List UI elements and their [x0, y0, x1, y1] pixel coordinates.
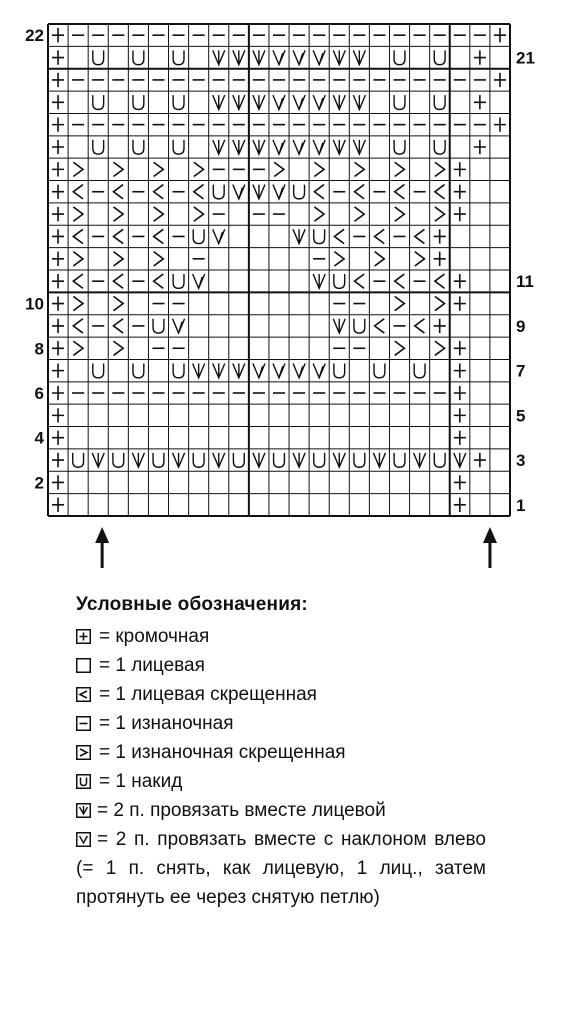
- edge-stitch-mark: [52, 274, 64, 288]
- k2tog-mark: [233, 95, 245, 109]
- yarn-over-mark: [93, 363, 104, 377]
- k2tog-mark: [253, 185, 265, 199]
- purl-crossed-mark: [435, 296, 445, 310]
- knit-crossed-mark: [154, 274, 164, 288]
- knit-crossed-mark: [375, 319, 385, 333]
- k2tog-mark: [173, 453, 185, 467]
- row-label-left: 22: [25, 26, 44, 46]
- yarn-over-mark: [394, 453, 405, 467]
- edge-stitch-mark: [52, 431, 64, 445]
- yarn-over-mark: [213, 185, 224, 199]
- ssk-mark: [273, 185, 285, 199]
- u-icon: [76, 774, 91, 789]
- purl-crossed-mark: [355, 207, 365, 221]
- k2tog-mark: [353, 50, 365, 64]
- edge-stitch-mark: [454, 431, 466, 445]
- yarn-over-mark: [434, 95, 445, 109]
- legend: [76, 594, 486, 912]
- ssk-mark: [273, 363, 285, 377]
- edge-stitch-mark: [454, 341, 466, 355]
- ssk-mark: [313, 95, 325, 109]
- yarn-over-mark: [233, 453, 244, 467]
- empty-icon: [76, 658, 91, 673]
- k2tog-mark: [213, 363, 225, 377]
- edge-stitch-mark: [494, 117, 506, 131]
- edge-stitch-mark: [474, 140, 486, 154]
- k2tog-mark: [454, 453, 466, 467]
- yarn-over-mark: [354, 453, 365, 467]
- purl-crossed-mark: [113, 341, 123, 355]
- k2tog-mark: [233, 363, 245, 377]
- edge-stitch-mark: [52, 50, 64, 64]
- purl-crossed-mark: [314, 162, 324, 176]
- edge-stitch-mark: [454, 363, 466, 377]
- k2tog-mark: [253, 95, 265, 109]
- k2tog-mark: [333, 95, 345, 109]
- purl-crossed-mark: [154, 207, 164, 221]
- edge-stitch-mark: [52, 28, 64, 42]
- legend-item-edge: [76, 622, 486, 651]
- yarn-over-mark: [274, 453, 285, 467]
- purl-crossed-mark: [395, 341, 405, 355]
- k2tog-mark: [213, 453, 225, 467]
- k2tog-mark: [333, 453, 345, 467]
- yarn-over-mark: [193, 453, 204, 467]
- purl-crossed-mark: [154, 162, 164, 176]
- yarn-over-mark: [334, 274, 345, 288]
- ssk-mark: [293, 140, 305, 154]
- edge-stitch-mark: [434, 252, 446, 266]
- yarn-over-mark: [394, 140, 405, 154]
- k2tog-mark: [293, 229, 305, 243]
- purl-crossed-mark: [395, 162, 405, 176]
- k2tog-mark: [132, 453, 144, 467]
- purl-crossed-mark: [314, 207, 324, 221]
- k2tog-mark: [253, 50, 265, 64]
- k2tog-mark: [233, 140, 245, 154]
- legend-item-k2tog: [76, 796, 486, 825]
- legend-item-ssk: [76, 825, 486, 912]
- chart-grid: [48, 24, 510, 516]
- ssk-mark: [253, 363, 265, 377]
- knit-crossed-mark: [314, 185, 324, 199]
- k2tog-mark: [313, 274, 325, 288]
- yarn-over-mark: [334, 363, 345, 377]
- legend-item-knit-crossed-text: = 1 лицевая скрещенная: [99, 683, 317, 705]
- yarn-over-mark: [394, 95, 405, 109]
- ssk-mark: [313, 363, 325, 377]
- repeat-start-arrow: [95, 527, 109, 568]
- k2tog-mark: [333, 140, 345, 154]
- k2tog-mark: [253, 453, 265, 467]
- row-label-right: 21: [516, 48, 535, 68]
- edge-stitch-mark: [52, 498, 64, 512]
- edge-stitch-mark: [52, 386, 64, 400]
- edge-stitch-mark: [52, 296, 64, 310]
- legend-item-knit: [76, 651, 486, 680]
- yarn-over-mark: [93, 50, 104, 64]
- edge-stitch-mark: [52, 341, 64, 355]
- legend-item-knit-text: = 1 лицевая: [99, 654, 205, 676]
- purl-crossed-mark: [194, 162, 204, 176]
- knit-crossed-mark: [334, 229, 344, 243]
- legend-item-purl: [76, 709, 486, 738]
- yarn-over-mark: [314, 229, 325, 243]
- edge-stitch-mark: [52, 453, 64, 467]
- legend-item-edge-text: = кромочная: [99, 625, 210, 647]
- edge-stitch-mark: [474, 453, 486, 467]
- purl-crossed-mark: [73, 252, 83, 266]
- legend-item-ssk-text: = 2 п. провязать вместе с наклоном влево (= 1 п. снять, как лицевую, 1 лиц., затем протянуть ее через снятую петлю): [76, 829, 486, 908]
- row-label-left: 6: [34, 384, 44, 403]
- ssk-mark: [273, 95, 285, 109]
- knit-crossed-mark: [355, 274, 365, 288]
- row-label-right: 7: [516, 361, 526, 381]
- edge-stitch-mark: [52, 252, 64, 266]
- edge-stitch-mark: [52, 73, 64, 87]
- legend-item-yarn-over: [76, 767, 486, 796]
- ssk-mark: [173, 319, 185, 333]
- edge-stitch-mark: [494, 28, 506, 42]
- k2tog-mark: [353, 95, 365, 109]
- k2tog-mark: [253, 140, 265, 154]
- k2tog-icon: [76, 803, 91, 818]
- edge-icon: [76, 629, 91, 644]
- edge-stitch-mark: [474, 50, 486, 64]
- k2tog-mark: [414, 453, 426, 467]
- yarn-over-mark: [354, 319, 365, 333]
- edge-stitch-mark: [52, 140, 64, 154]
- edge-stitch-mark: [454, 162, 466, 176]
- yarn-over-mark: [434, 453, 445, 467]
- yarn-over-mark: [374, 363, 385, 377]
- k2tog-mark: [333, 319, 345, 333]
- knit-crossed-mark: [435, 185, 445, 199]
- yarn-over-mark: [173, 274, 184, 288]
- row-label-right: 5: [516, 406, 526, 426]
- yarn-over-mark: [294, 185, 305, 199]
- edge-stitch-mark: [454, 408, 466, 422]
- edge-stitch-mark: [474, 95, 486, 109]
- legend-item-yarn-over-text: = 1 накид: [99, 770, 183, 792]
- purl-crossed-mark: [73, 207, 83, 221]
- edge-stitch-mark: [454, 296, 466, 310]
- edge-stitch-mark: [454, 475, 466, 489]
- yarn-over-mark: [133, 140, 144, 154]
- purl-crossed-mark: [375, 252, 385, 266]
- edge-stitch-mark: [454, 498, 466, 512]
- purl-crossed-mark: [154, 252, 164, 266]
- edge-stitch-mark: [454, 274, 466, 288]
- knit-crossed-mark: [154, 229, 164, 243]
- row-label-right: 9: [516, 316, 526, 336]
- ssk-mark: [213, 229, 225, 243]
- legend-item-knit-crossed: [76, 680, 486, 709]
- k2tog-mark: [333, 50, 345, 64]
- knit-crossed-mark: [113, 274, 123, 288]
- yarn-over-mark: [173, 50, 184, 64]
- legend-title: Условные обозначения:: [76, 594, 308, 615]
- purl-crossed-mark: [73, 162, 83, 176]
- row-label-right: 3: [516, 451, 526, 471]
- ssk-mark: [293, 50, 305, 64]
- knit-crossed-mark: [73, 229, 83, 243]
- row-label-right: 1: [516, 495, 526, 515]
- yarn-over-mark: [73, 453, 84, 467]
- purl-crossed-mark: [73, 341, 83, 355]
- purl-crossed-mark: [113, 162, 123, 176]
- purl-crossed-mark: [113, 207, 123, 221]
- purl-crossed-mark: [415, 252, 425, 266]
- knit-crossed-mark: [113, 229, 123, 243]
- knit-crossed-mark: [415, 319, 425, 333]
- yarn-over-mark: [93, 140, 104, 154]
- repeat-end-arrow: [483, 527, 497, 568]
- edge-stitch-mark: [454, 207, 466, 221]
- lt-icon: [76, 687, 91, 702]
- k2tog-mark: [92, 453, 104, 467]
- edge-stitch-mark: [52, 408, 64, 422]
- legend-item-purl-text: = 1 изнаночная: [99, 712, 234, 734]
- knit-crossed-mark: [73, 185, 83, 199]
- yarn-over-mark: [414, 363, 425, 377]
- purl-crossed-mark: [435, 341, 445, 355]
- row-label-left: 8: [34, 339, 44, 359]
- edge-stitch-mark: [494, 73, 506, 87]
- yarn-over-mark: [133, 363, 144, 377]
- k2tog-mark: [193, 363, 205, 377]
- knit-crossed-mark: [395, 274, 405, 288]
- purl-crossed-mark: [194, 207, 204, 221]
- k2tog-mark: [213, 50, 225, 64]
- yarn-over-mark: [314, 453, 325, 467]
- k2tog-mark: [213, 95, 225, 109]
- row-label-left: 10: [25, 294, 44, 314]
- ssk-mark: [193, 274, 205, 288]
- yarn-over-mark: [133, 50, 144, 64]
- edge-stitch-mark: [52, 475, 64, 489]
- edge-stitch-mark: [434, 319, 446, 333]
- yarn-over-mark: [133, 95, 144, 109]
- legend-item-k2tog-text: = 2 п. провязать вместе лицевой: [97, 800, 386, 821]
- k2tog-mark: [233, 50, 245, 64]
- legend-item-purl-crossed-text: = 1 изнаночная скрещенная: [99, 741, 346, 763]
- knit-crossed-mark: [73, 274, 83, 288]
- purl-crossed-mark: [355, 162, 365, 176]
- knit-crossed-mark: [154, 185, 164, 199]
- legend-item-purl-crossed: [76, 738, 486, 767]
- purl-crossed-mark: [113, 296, 123, 310]
- knit-crossed-mark: [113, 319, 123, 333]
- knit-crossed-mark: [395, 185, 405, 199]
- k2tog-mark: [373, 453, 385, 467]
- edge-stitch-mark: [454, 386, 466, 400]
- ssk-icon: [76, 832, 91, 847]
- edge-stitch-mark: [52, 207, 64, 221]
- knit-crossed-mark: [435, 274, 445, 288]
- purl-crossed-mark: [334, 252, 344, 266]
- yarn-over-mark: [173, 363, 184, 377]
- knit-crossed-mark: [73, 319, 83, 333]
- row-label-left: 4: [34, 428, 44, 448]
- edge-stitch-mark: [434, 229, 446, 243]
- row-label-left: 2: [34, 473, 44, 493]
- ssk-mark: [293, 95, 305, 109]
- knit-crossed-mark: [375, 229, 385, 243]
- knit-crossed-mark: [355, 185, 365, 199]
- yarn-over-mark: [193, 229, 204, 243]
- dash-icon: [76, 716, 91, 731]
- purl-crossed-mark: [113, 252, 123, 266]
- purl-crossed-mark: [395, 296, 405, 310]
- gt-icon: [76, 745, 91, 760]
- edge-stitch-mark: [52, 185, 64, 199]
- k2tog-mark: [353, 140, 365, 154]
- ssk-mark: [273, 50, 285, 64]
- row-label-right: 11: [516, 272, 534, 292]
- yarn-over-mark: [434, 140, 445, 154]
- knit-crossed-mark: [113, 185, 123, 199]
- edge-stitch-mark: [52, 363, 64, 377]
- edge-stitch-mark: [52, 117, 64, 131]
- ssk-mark: [293, 363, 305, 377]
- edge-stitch-mark: [52, 95, 64, 109]
- yarn-over-mark: [153, 453, 164, 467]
- purl-crossed-mark: [274, 162, 284, 176]
- edge-stitch-mark: [52, 162, 64, 176]
- edge-stitch-mark: [52, 319, 64, 333]
- edge-stitch-mark: [52, 229, 64, 243]
- purl-crossed-mark: [395, 207, 405, 221]
- yarn-over-mark: [173, 140, 184, 154]
- edge-stitch-mark: [454, 185, 466, 199]
- yarn-over-mark: [434, 50, 445, 64]
- purl-crossed-mark: [73, 296, 83, 310]
- ssk-mark: [273, 140, 285, 154]
- ssk-mark: [313, 140, 325, 154]
- yarn-over-mark: [93, 95, 104, 109]
- yarn-over-mark: [153, 319, 164, 333]
- k2tog-mark: [293, 453, 305, 467]
- purl-crossed-mark: [435, 162, 445, 176]
- k2tog-mark: [213, 140, 225, 154]
- ssk-mark: [313, 50, 325, 64]
- yarn-over-mark: [113, 453, 124, 467]
- knit-crossed-mark: [194, 185, 204, 199]
- yarn-over-mark: [173, 95, 184, 109]
- ssk-mark: [233, 185, 245, 199]
- yarn-over-mark: [394, 50, 405, 64]
- purl-crossed-mark: [435, 207, 445, 221]
- knit-crossed-mark: [415, 229, 425, 243]
